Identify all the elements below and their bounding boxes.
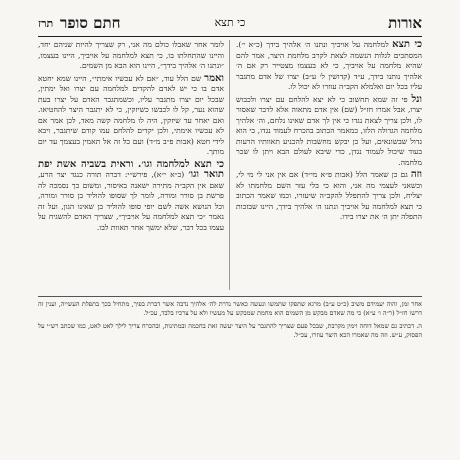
footnote: אחר זמן, והוה יעמידם משיב (כ״ט ע״ב) מרגא שתפקו שתמשו ונעשה כאשר נדרת לה׳ אלהיך נדבה אשר דברת בפיך, מתחיל בכך בתפלת העשייה, וענין זה דרשו חז״ל (ר״ה ו׳ ע״א) כי מה שאדם מבקש מן השמים הוא מחמת שמבקש על מעשיו ולא על צרכיו בלבד, עכ״ל. [38,300,422,317]
author-name: חתם סופר [60,14,121,32]
paragraph-text: שם הלל עוד, ״אם לא עכשיו אימתי״, היינו שמא יחטא אדם בו כי יש לאדם להקדים למלחמה עם יצרו ואל ימתין, שבכל יום יצרו מתגבר עליו, וכשמתגבר האדם על יצרו בעת שהוא נער, קל לו לכבשו כשיזקין, כי לא יתגבר היצר להחטיאו. ואם יאחר עד שיזקין, היה לו מלחמה קשה מאד, לכן אמר אם לא עכשיו אימתי, ולכן יקדים להלחם עמו קודם שיתגבר, ויבא לידי חטא (אבות פ״ב מ״ד) ועם כל זה אל תאמין בעצמך עד יום מותך. [38,73,224,156]
right-text-column [236,40,422,290]
book-title: אורות [388,14,422,32]
paragraph-text: (כ״א י״א), פירש״י: דברה תורה כנגד יצר הרע, שאם אין הקב״ה מתירה ישאנה באיסור, ומשום כך נסמכה לה פרשת בן סורר ומורה, לומר לך שסופו להוליד בן סורר ומורה, וכל הנושא אשה לשם יופי סופו להוליד בן שאינו הגון, ועל זה נאמר ״כי תצא למלחמה על אויביך״, שצריך האדם להשגיח על עצמו בכל דבר, שלא ימשך אחר תאוות לבו. [38,170,224,232]
header-rule [38,36,422,37]
paragraph [236,95,422,169]
left-text-column [38,40,224,290]
paragraph [38,74,224,158]
paragraph-text: לומר אחר שאבלו כולם מה אני, רק שצריך להיות שניהם יחד, והיינו שהתחלתו בו, כי תצא למלחמה על אויביך, היינו בעצמו, ״ונתנו ה׳ אלהיך בידך״, היינו הוא הבא מן השמים. [38,40,224,70]
paragraph-lead: ונל [411,93,422,105]
paragraph-lead: כי תצא [392,40,422,50]
paragraph-text: למלחמה על אויביך ונתנו ה׳ אלהיך בידך (כ״א י׳). המסתכים לגלות הנשמה לצאת לקרב מלחמת היצר, אמר להם שהיא מלחמה על אויביך, כי לא בעצמו מצטייר רק אם ה׳ אלהיך נותנו בידך, ע״ד (קדושין ל׳ ע״ב) יצרו של אדם מתגבר עליו בכל יום ואלמלא הקב״ה עוזרו לא יכול לו. [236,40,422,91]
parsha-name: כי תצא [214,16,246,29]
paragraph-lead: ואמר [204,72,224,84]
column-divider [229,40,230,290]
page-number: תרז [38,17,54,30]
footnotes [38,300,422,344]
paragraph-text: פי זה שמא תחשוב כי לא יצא להלחם עם יצרו ולכבוש יצרו, אבל אמרו חז״ל (שם) אין אדם מתאוה אלא לדבר שאסור לו, ולכן צריך לצאת נגדו כי אין לך אדם שאינו נלחם, וה׳ אלהיך מלחמה הגדולה הלזו, כמאמר הכתוב בהכרח לעמוד נגדו, כי הוא גדול שבשונאים, ועל כן יבקש מחשבות להכניע תאוותיו הרעות בעוד שיכול לעמוד נגדן, כדי שיבא לעולם הבא ויתן לו שכר מלחמה. [236,94,422,167]
footnote-rule [38,296,422,297]
paragraph-lead: וזה [410,169,422,180]
running-header [38,14,422,36]
footnote: ה. דכתיב גם שמאל דוחה וימין מקרבת, שבכל פעם שצריך להתגבר על היצר יעשה זאת בחכמה ובמתינות, ובהכרח צריך לילך לאט לאט, כמו שכתב רש״י על הפסוק, ע״ש. וזה מה שאמרו הכא היצר עוזרו, עכ״ל. [38,322,422,339]
paragraph [38,40,224,72]
paragraph [38,160,224,234]
paragraph-lead: כי תצא למלחמה וגו׳. וראית בשביה אשת יפת תואר וגו׳ [38,158,224,180]
paragraph [236,40,422,93]
paragraph-text: גם כן שאמר הלל (אבות פ״א מי״ד) אם אין אני לי מי לי, וכשאני לעצמי מה אני, והוא כי בלי עזר השם מלחמתו לא יצליח, ולכן צריך להתפלל להקב״ה שיעזרו, וכמו שאמר הכתוב כי תצא למלחמה על אויביך ונתנו ה׳ אלהיך בידך, היינו שבזכות התפלה יתן ה׳ את יצרו בידו. [236,170,422,221]
paragraph [236,170,422,223]
